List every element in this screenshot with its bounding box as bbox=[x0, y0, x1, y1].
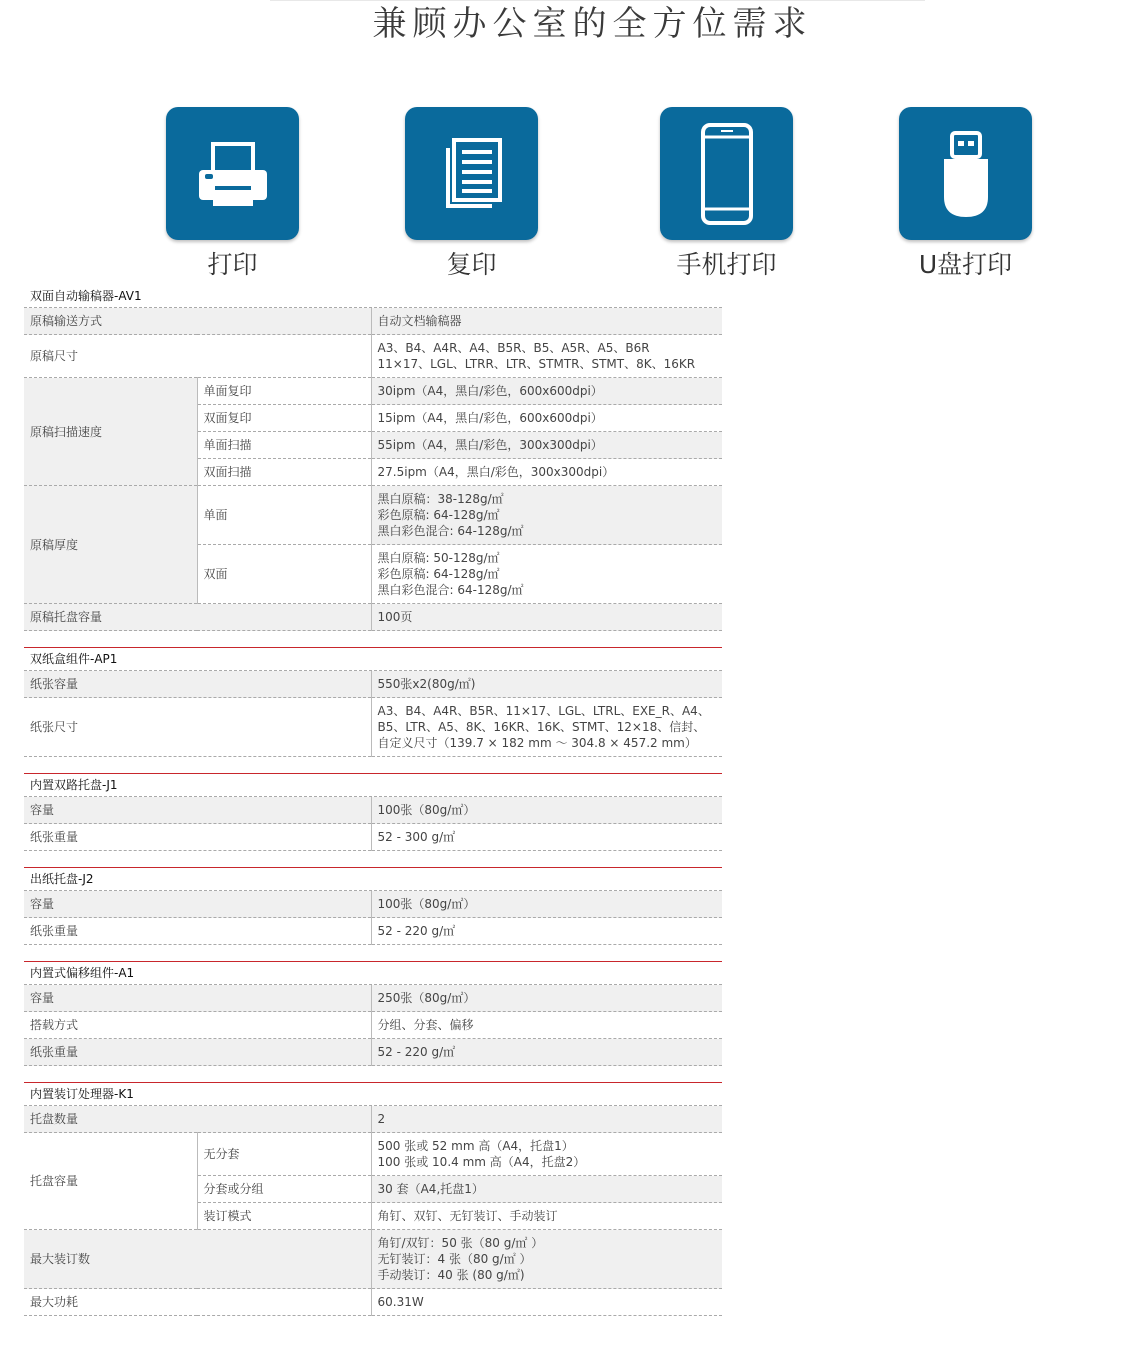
row-value: 30ipm（A4，黑白/彩色，600x600dpi） bbox=[371, 378, 722, 405]
section-separator bbox=[24, 851, 722, 868]
row-key: 纸张重量 bbox=[24, 1039, 371, 1066]
row-value: 550张x2(80g/㎡) bbox=[371, 671, 722, 698]
row-subkey: 双面 bbox=[197, 545, 371, 604]
row-value: 自动文档输稿器 bbox=[371, 308, 722, 335]
row-subkey: 单面扫描 bbox=[197, 432, 371, 459]
row-key: 原稿输送方式 bbox=[24, 308, 371, 335]
section-separator bbox=[24, 757, 722, 774]
spec-table-a1 bbox=[24, 985, 722, 1066]
row-key: 搭载方式 bbox=[24, 1012, 371, 1039]
row-value: 100张（80g/㎡） bbox=[371, 891, 722, 918]
section-title: 内置双路托盘-J1 bbox=[24, 774, 722, 797]
row-value: 100页 bbox=[371, 604, 722, 631]
row-key: 托盘数量 bbox=[24, 1106, 371, 1133]
table-row bbox=[24, 985, 722, 1012]
table-row bbox=[24, 1289, 722, 1316]
row-key: 纸张重量 bbox=[24, 824, 371, 851]
row-key: 纸张容量 bbox=[24, 671, 371, 698]
spec-table-k1 bbox=[24, 1106, 722, 1316]
row-value: 60.31W bbox=[371, 1289, 722, 1316]
copy-icon-box bbox=[405, 107, 538, 240]
value-line: A3、B4、A4R、A4、B5R、B5、A5R、A5、B6R bbox=[377, 341, 650, 355]
table-row bbox=[24, 308, 722, 335]
row-value: 52 - 220 g/㎡ bbox=[371, 1039, 722, 1066]
row-subkey: 装订模式 bbox=[197, 1203, 371, 1230]
feature-print bbox=[166, 107, 299, 280]
row-subkey: 分套或分组 bbox=[197, 1176, 371, 1203]
table-row bbox=[24, 1230, 722, 1289]
value-line: 自定义尺寸（139.7 × 182 mm ～ 304.8 × 457.2 mm） bbox=[377, 736, 697, 750]
printer-icon bbox=[183, 124, 283, 224]
value-line: 黑白彩色混合: 64-128g/㎡ bbox=[377, 524, 524, 538]
top-divider bbox=[270, 0, 925, 1]
table-row bbox=[24, 797, 722, 824]
section-separator bbox=[24, 1066, 722, 1083]
row-value: 2 bbox=[371, 1106, 722, 1133]
section-separator bbox=[24, 945, 722, 962]
row-value bbox=[371, 1133, 722, 1176]
table-row bbox=[24, 1106, 722, 1133]
row-subkey: 单面 bbox=[197, 486, 371, 545]
smartphone-icon-box bbox=[660, 107, 793, 240]
row-key: 原稿托盘容量 bbox=[24, 604, 371, 631]
row-subkey: 无分套 bbox=[197, 1133, 371, 1176]
feature-copy bbox=[405, 107, 538, 280]
spec-table-ap1 bbox=[24, 671, 722, 757]
spec-tables bbox=[24, 285, 722, 1316]
row-value bbox=[371, 698, 722, 757]
value-line: 500 张或 52 mm 高（A4，托盘1） bbox=[377, 1139, 574, 1153]
value-line: 黑白原稿：38-128g/㎡ bbox=[377, 492, 504, 506]
row-key: 原稿扫描速度 bbox=[24, 378, 197, 486]
row-value: 100张（80g/㎡） bbox=[371, 797, 722, 824]
section-title: 内置式偏移组件-A1 bbox=[24, 962, 722, 985]
spec-table-av1 bbox=[24, 308, 722, 631]
section-title: 双纸盒组件-AP1 bbox=[24, 648, 722, 671]
value-line: 黑白原稿: 50-128g/㎡ bbox=[377, 551, 500, 565]
row-key: 最大功耗 bbox=[24, 1289, 371, 1316]
feature-mobile-print-label: 手机打印 bbox=[676, 250, 777, 279]
row-value: 30 套（A4,托盘1） bbox=[371, 1176, 722, 1203]
table-row bbox=[24, 824, 722, 851]
table-row bbox=[24, 698, 722, 757]
table-row bbox=[24, 486, 722, 545]
section-title: 内置装订处理器-K1 bbox=[24, 1083, 722, 1106]
value-line: 手动装订：40 张 (80 g/㎡) bbox=[377, 1268, 525, 1282]
section-separator bbox=[24, 631, 722, 648]
row-value bbox=[371, 335, 722, 378]
row-value bbox=[371, 1230, 722, 1289]
row-value: 15ipm（A4，黑白/彩色，600x600dpi） bbox=[371, 405, 722, 432]
row-value: 52 - 300 g/㎡ bbox=[371, 824, 722, 851]
row-key: 纸张重量 bbox=[24, 918, 371, 945]
row-key: 纸张尺寸 bbox=[24, 698, 371, 757]
table-row bbox=[24, 604, 722, 631]
row-key: 托盘容量 bbox=[24, 1133, 197, 1230]
row-key: 原稿厚度 bbox=[24, 486, 197, 604]
table-row bbox=[24, 891, 722, 918]
row-value: 55ipm（A4，黑白/彩色，300x300dpi） bbox=[371, 432, 722, 459]
row-key: 容量 bbox=[24, 891, 371, 918]
row-subkey: 双面复印 bbox=[197, 405, 371, 432]
feature-mobile-print bbox=[660, 107, 793, 280]
copy-document-icon bbox=[422, 124, 522, 224]
row-value: 角钉、双钉、无钉装订、手动装订 bbox=[371, 1203, 722, 1230]
row-value: 52 - 220 g/㎡ bbox=[371, 918, 722, 945]
value-line: 11×17、LGL、LTRR、LTR、STMTR、STMT、8K、16KR bbox=[377, 357, 696, 371]
printer-icon-box bbox=[166, 107, 299, 240]
table-row bbox=[24, 335, 722, 378]
row-value: 分组、分套、偏移 bbox=[371, 1012, 722, 1039]
row-value: 27.5ipm（A4，黑白/彩色，300x300dpi） bbox=[371, 459, 722, 486]
spec-table-j1 bbox=[24, 797, 722, 851]
value-line: 黑白彩色混合: 64-128g/㎡ bbox=[377, 583, 524, 597]
value-line: B5、LTR、A5、8K、16KR、16K、STMT、12×18、信封、 bbox=[377, 720, 706, 734]
feature-copy-label: 复印 bbox=[446, 250, 497, 279]
table-row bbox=[24, 918, 722, 945]
row-key: 原稿尺寸 bbox=[24, 335, 371, 378]
row-value bbox=[371, 486, 722, 545]
feature-usb-print-label: U盘打印 bbox=[918, 250, 1013, 279]
row-subkey: 双面扫描 bbox=[197, 459, 371, 486]
row-key: 最大装订数 bbox=[24, 1230, 371, 1289]
row-value bbox=[371, 545, 722, 604]
table-row bbox=[24, 1133, 722, 1176]
page-headline: 兼顾办公室的全方位需求 bbox=[372, 4, 813, 44]
table-row bbox=[24, 1039, 722, 1066]
row-key: 容量 bbox=[24, 985, 371, 1012]
table-row bbox=[24, 671, 722, 698]
feature-print-label: 打印 bbox=[207, 250, 258, 279]
value-line: 100 张或 10.4 mm 高（A4，托盘2） bbox=[377, 1155, 586, 1169]
row-subkey: 单面复印 bbox=[197, 378, 371, 405]
section-title: 双面自动输稿器-AV1 bbox=[24, 285, 722, 308]
smartphone-icon bbox=[677, 119, 777, 229]
table-row bbox=[24, 378, 722, 405]
usb-icon-box bbox=[899, 107, 1032, 240]
row-value: 250张（80g/㎡） bbox=[371, 985, 722, 1012]
section-title: 出纸托盘-J2 bbox=[24, 868, 722, 891]
usb-drive-icon bbox=[916, 119, 1016, 229]
value-line: 无钉装订：4 张（80 g/㎡ ） bbox=[377, 1252, 532, 1266]
spec-table-j2 bbox=[24, 891, 722, 945]
value-line: 彩色原稿: 64-128g/㎡ bbox=[377, 508, 500, 522]
value-line: 彩色原稿: 64-128g/㎡ bbox=[377, 567, 500, 581]
value-line: 角钉/双钉：50 张（80 g/㎡ ） bbox=[377, 1236, 544, 1250]
value-line: A3、B4、A4R、B5R、11×17、LGL、LTRL、EXE_R、A4、 bbox=[377, 704, 710, 718]
feature-usb-print bbox=[899, 107, 1032, 280]
row-key: 容量 bbox=[24, 797, 371, 824]
table-row bbox=[24, 1012, 722, 1039]
